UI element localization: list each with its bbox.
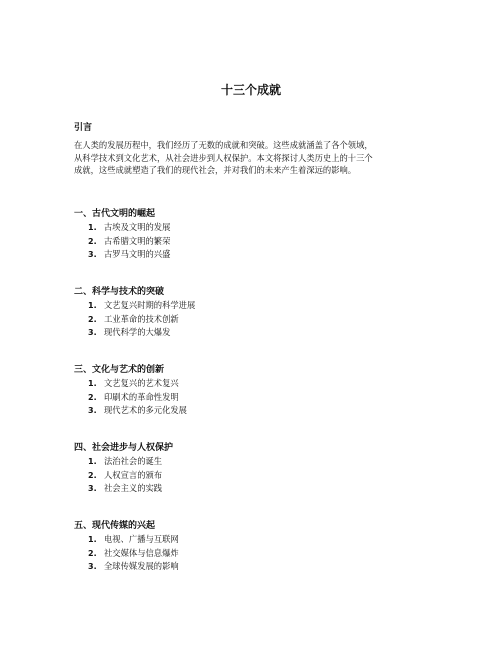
- list-item-number: 1.: [88, 535, 97, 544]
- list-item-text: 文艺复兴时期的科学进展: [104, 300, 196, 310]
- list-item-number: 1.: [88, 379, 97, 388]
- list-item-number: 2.: [88, 470, 97, 480]
- list-item-text: 全球传媒发展的影响: [104, 561, 179, 571]
- list-item-number: 3.: [88, 406, 97, 415]
- section-heading: 三、文化与艺术的创新: [74, 365, 165, 375]
- intro-paragraph: [74, 139, 440, 177]
- list-item-number: 3.: [88, 484, 97, 493]
- document-title: 十三个成就: [220, 83, 281, 97]
- list-item-number: 3.: [88, 562, 97, 571]
- list-item-text: 印刷术的革命性发明: [104, 391, 179, 402]
- list-item-number: 3.: [88, 328, 97, 337]
- list-item-text: 电视、广播与互联网: [104, 534, 179, 544]
- list-item-text: 社会主义的实践: [104, 483, 163, 493]
- section-heading: 四、社会进步与人权保护: [74, 443, 174, 453]
- section-heading: 一、古代文明的崛起: [74, 209, 156, 219]
- list-item-number: 2.: [88, 548, 97, 558]
- list-item-number: 2.: [88, 314, 97, 324]
- list-item-number: 2.: [88, 392, 97, 402]
- list-item-text: 古罗马文明的兴盛: [104, 249, 171, 259]
- intro-line: 在人类的发展历程中，我们经历了无数的成就和突破。这些成就涵盖了各个领域，: [74, 140, 373, 150]
- list-item-number: 1.: [88, 301, 97, 310]
- list-item-number: 2.: [88, 236, 97, 246]
- list-item-text: 文艺复兴的艺术复兴: [104, 378, 179, 388]
- section-heading: 二、科学与技术的突破: [74, 287, 165, 297]
- list-item-text: 工业革命的技术创新: [104, 313, 179, 324]
- list-item-number: 1.: [88, 457, 97, 466]
- list-item-text: 法治社会的诞生: [104, 456, 163, 466]
- section-heading: 五、现代传媒的兴起: [74, 521, 156, 531]
- intro-heading: 引言: [74, 123, 93, 133]
- list-item-text: 现代科学的大爆发: [104, 327, 171, 337]
- list-item-text: 古埃及文明的发展: [104, 222, 171, 232]
- intro-line: 成就，这些成就塑造了我们的现代社会，并对我们的未来产生着深远的影响。: [74, 165, 357, 175]
- list-item-text: 古希腊文明的繁荣: [104, 235, 171, 246]
- list-item-number: 3.: [88, 250, 97, 259]
- list-item-text: 社交媒体与信息爆炸: [104, 547, 179, 558]
- list-item-text: 人权宣言的颁布: [104, 469, 163, 480]
- list-item-number: 1.: [88, 223, 97, 232]
- list-item-text: 现代艺术的多元化发展: [104, 405, 187, 415]
- intro-line: 从科学技术到文化艺术，从社会进步到人权保护。本文将探讨人类历史上的十三个: [74, 152, 373, 163]
